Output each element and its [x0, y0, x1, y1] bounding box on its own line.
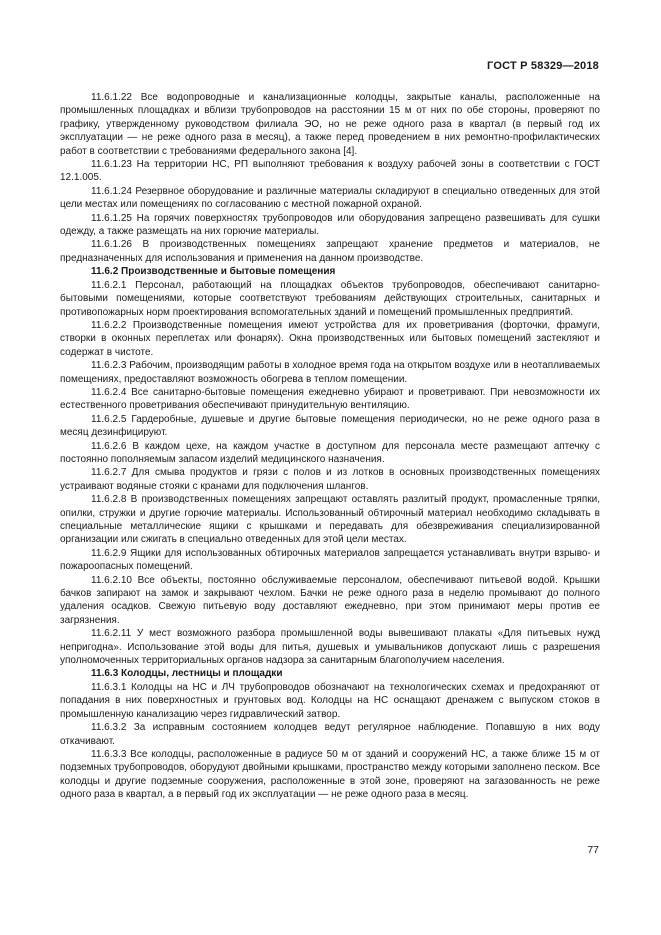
paragraph-11-6-2-8: 11.6.2.8 В производственных помещениях запрещают оставлять разлитый продукт, промасленные тряпки, опилки, стружки и другие горючие материалы. Использованный обтирочный материал необходимо складывать в специальные металлические ящики с крышками и передавать для обезвреживания специализированной организации или сжигать в специально отведенных для этой цели местах.	[60, 494, 600, 546]
paragraph-11-6-2-1: 11.6.2.1 Персонал, работающий на площадках объектов трубопроводов, обеспечивают санитарно-бытовыми помещениями, которые соответствуют требованиям действующих строительных, санитарных и противопожарных норм проектирования вспомогательных зданий и помещений промышленных предприятий.	[60, 279, 600, 318]
paragraph-11-6-1-23: 11.6.1.23 На территории НС, РП выполняют требования к воздуху рабочей зоны в соответствии с ГОСТ 12.1.005.	[60, 159, 600, 184]
paragraph-11-6-3-3: 11.6.3.3 Все колодцы, расположенные в радиусе 50 м от зданий и сооружений НС, а также ближе 15 м от подземных трубопроводов, оборудуют двойными крышками, пространство между которыми заполнено песком. Все колодцы и другие подземные сооружения, расположенные в этой зоне, проверяют на загазованность не реже одного раза в квартал, а в первый год их эксплуатации — не реже одного раза в месяц.	[60, 748, 600, 801]
paragraph-11-6-2-7: 11.6.2.7 Для смыва продуктов и грязи с полов и из лотков в основных производственных помещениях устраивают водяные стояки с кранами для подключения шлангов.	[60, 467, 600, 492]
section-heading-11-6-3: 11.6.3 Колодцы, лестницы и площадки	[91, 668, 283, 680]
paragraph-11-6-2-10: 11.6.2.10 Все объекты, постоянно обслуживаемые персоналом, обеспечивают питьевой водой. Крышки бачков запирают на замок и закрывают чехлом. Бачки не реже одного раза в неделю промывают до полного удаления осадков. Свежую питьевую воду доставляют ежедневно, при этом принимают меры против ее загрязнения.	[60, 574, 600, 626]
paragraph-11-6-1-26: 11.6.1.26 В производственных помещениях запрещают хранение предметов и материалов, не предназначенных для использования и применения на данном производстве.	[60, 239, 600, 264]
paragraph-11-6-2-6: 11.6.2.6 В каждом цехе, на каждом участке в доступном для персонала месте размещают аптечку с постоянно пополняемым запасом изделий медицинского назначения.	[60, 440, 600, 465]
paragraph-11-6-2-4: 11.6.2.4 Все санитарно-бытовые помещения ежедневно убирают и проветривают. При невозможности их естественного проветривания обеспечивают принудительную вентиляцию.	[60, 386, 600, 412]
page-number: 77	[587, 844, 599, 856]
section-heading-11-6-2: 11.6.2 Производственные и бытовые помещения	[91, 266, 336, 278]
document-header: ГОСТ Р 58329—2018	[487, 60, 599, 72]
document-body	[60, 91, 600, 802]
paragraph-11-6-3-1: 11.6.3.1 Колодцы на НС и ЛЧ трубопроводов обозначают на технологических схемах и предохраняют от попадания в них поверхностных и грунтовых вод. Колодцы на НС оснащают дренажем с выпуском стоков в промышленную канализацию через гидравлический затвор.	[60, 681, 600, 720]
paragraph-11-6-1-22: 11.6.1.22 Все водопроводные и канализационные колодцы, закрытые каналы, расположенные на промышленных площадках и вблизи трубопроводов на расстоянии 15 м от них по обе стороны, проверяют по графику, утвержденному руководством филиала ЭО, но не реже одного раза в квартал (в первый год их эксплуатации — не реже одного раза в месяц), а также перед проведением в них ремонтно-профилактических работ в соответствии с требованиями федерального закона [4].	[60, 92, 600, 157]
paragraph-11-6-2-9: 11.6.2.9 Ящики для использованных обтирочных материалов запрещается устанавливать внутри взрыво- и пожароопасных помещений.	[60, 547, 600, 573]
paragraph-11-6-2-5: 11.6.2.5 Гардеробные, душевые и другие бытовые помещения периодически, но не реже одного раза в месяц дезинфицируют.	[60, 413, 600, 439]
paragraph-11-6-2-2: 11.6.2.2 Производственные помещения имеют устройства для их проветривания (форточки, фрамуги, створки в оконных переплетах или фонарях). Окна производственных или бытовых помещений застекляют и содержат в чистоте.	[60, 319, 600, 358]
paragraph-11-6-2-3: 11.6.2.3 Рабочим, производящим работы в холодное время года на открытом воздухе или в неотапливаемых помещениях, предоставляют возможность обогрева в теплом помещении.	[60, 360, 600, 385]
paragraph-11-6-1-24: 11.6.1.24 Резервное оборудование и различные материалы складируют в специально отведенных для этой цели местах или помещениях по согласованию с местной пожарной охраной.	[60, 185, 600, 211]
paragraph-11-6-3-2: 11.6.3.2 За исправным состоянием колодцев ведут регулярное наблюдение. Попавшую в них воду откачивают.	[60, 722, 600, 747]
paragraph-11-6-2-11: 11.6.2.11 У мест возможного разбора промышленной воды вывешивают плакаты «Для питьевых нужд непригодна». Использование этой воды для питья, душевых и умывальников допускают лишь с разрешения уполномоченных территориальных органов надзора за санитарным благополучием населения.	[60, 628, 600, 667]
paragraph-11-6-1-25: 11.6.1.25 На горячих поверхностях трубопроводов или оборудования запрещено развешивать для сушки одежду, а также размещать на них горючие материалы.	[60, 212, 600, 238]
